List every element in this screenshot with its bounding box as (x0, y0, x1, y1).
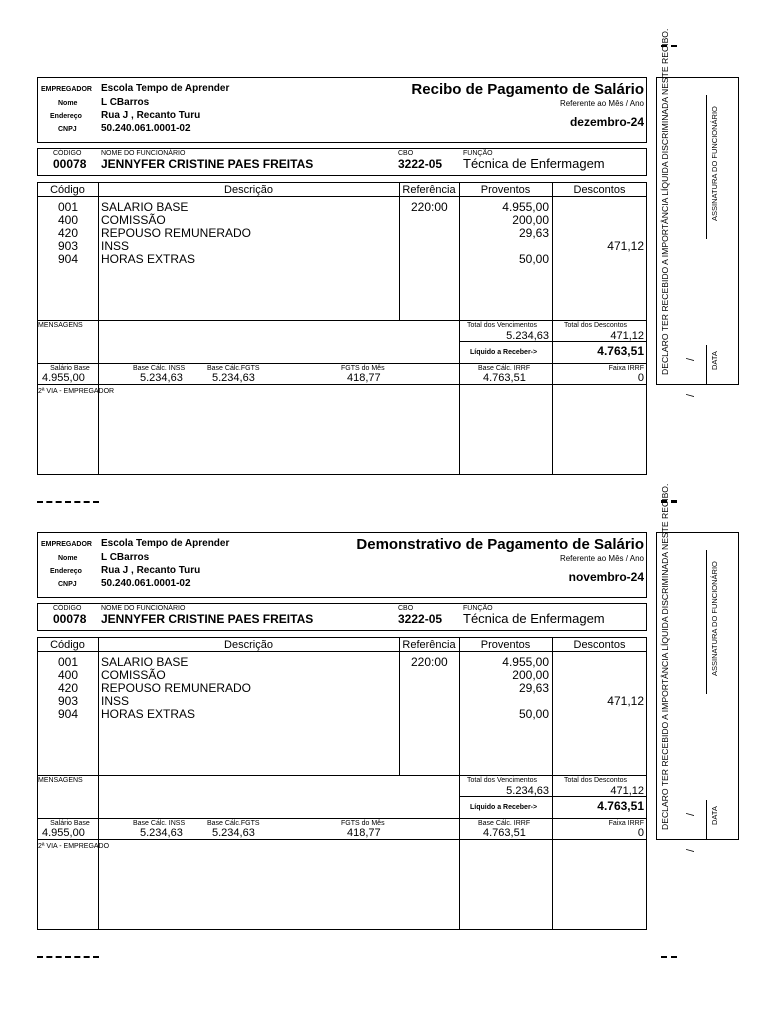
item-code: 001 (58, 200, 79, 214)
employer-name: Escola Tempo de Aprender (101, 83, 230, 94)
col-divider (98, 182, 99, 474)
base-inss-value: 5.234,63 (140, 372, 183, 384)
col-divider (98, 637, 99, 929)
base-fgts-label: Base Cálc.FGTS (207, 820, 260, 827)
item-description: SALARIO BASE (101, 655, 189, 669)
item-earning: 29,63 (518, 681, 549, 695)
total-desc-value: 471,12 (610, 330, 644, 342)
employer-name: Escola Tempo de Aprender (101, 538, 230, 549)
cbo-label: CBO (398, 150, 414, 157)
employer-address: Rua J , Recanto Turu (101, 565, 201, 576)
col-divider (459, 637, 460, 929)
nome-func-label: NOME DO FUNCIONÁRIO (101, 605, 186, 612)
faixa-irrf-label: Faixa IRRF (608, 365, 644, 372)
employee-code: 00078 (53, 612, 87, 626)
signature-line (706, 550, 707, 694)
item-description: COMISSÃO (101, 213, 166, 227)
date-line (706, 345, 707, 385)
col-header-codigo: Código (50, 639, 85, 651)
funcao-label: FUNÇÃO (463, 605, 493, 612)
employee-name: JENNYFER CRISTINE PAES FREITAS (101, 157, 314, 171)
item-earning: 200,00 (512, 213, 549, 227)
employee-role: Técnica de Enfermagem (463, 611, 605, 626)
date-line (706, 800, 707, 840)
item-earning: 4.955,00 (502, 655, 549, 669)
salario-base-value: 4.955,00 (42, 827, 85, 839)
cnpj-label: CNPJ (58, 581, 77, 588)
item-description: INSS (101, 239, 130, 253)
item-code: 420 (58, 226, 79, 240)
employee-code: 00078 (53, 157, 87, 171)
item-earning: 50,00 (518, 252, 549, 266)
item-code: 001 (58, 655, 79, 669)
signature-line (706, 95, 707, 239)
empregador-label: EMPREGADOR (41, 541, 92, 548)
employer-cnpj: 50.240.061.0001-02 (101, 578, 191, 589)
col-header-proventos: Proventos (480, 184, 531, 196)
item-code: 420 (58, 681, 79, 695)
employer-contact-name: L CBarros (101, 97, 150, 108)
employee-name: JENNYFER CRISTINE PAES FREITAS (101, 612, 314, 626)
col-header-descricao: Descrição (224, 184, 273, 196)
date-slash: / (685, 393, 697, 397)
col-divider (552, 637, 553, 929)
item-code: 903 (58, 694, 79, 708)
total-desc-label: Total dos Descontos (564, 322, 628, 329)
period: novembro-24 (568, 570, 644, 584)
item-description: SALARIO BASE (101, 200, 189, 214)
total-venc-value: 5.234,63 (506, 330, 549, 342)
date-slash: / (685, 357, 697, 361)
item-deduction: 471,12 (607, 694, 644, 708)
item-earning: 200,00 (512, 668, 549, 682)
employee-cbo: 3222-05 (398, 612, 443, 626)
item-description: COMISSÃO (101, 668, 166, 682)
table-header-line (37, 651, 647, 652)
item-description: HORAS EXTRAS (101, 252, 196, 266)
base-inss-label: Base Cálc. INSS (133, 365, 186, 372)
bases-line (37, 818, 647, 819)
salario-base-value: 4.955,00 (42, 372, 85, 384)
fgts-mes-label: FGTS do Mês (341, 820, 385, 827)
declaration-text: DECLARO TER RECEBIDO A IMPORTÂNCIA LÍQUIDA DISCRIMINADA NESTE RECIBO. (660, 28, 670, 375)
salario-base-label: Salário Base (50, 820, 90, 827)
item-reference: 220:00 (411, 200, 448, 214)
col-header-proventos: Proventos (480, 639, 531, 651)
fgts-mes-label: FGTS do Mês (341, 365, 385, 372)
col-header-referencia: Referência (402, 184, 456, 196)
assinatura-label: ASSINATURA DO FUNCIONÁRIO (710, 106, 719, 221)
total-desc-label: Total dos Descontos (564, 777, 628, 784)
col-divider (399, 637, 400, 775)
messages-line (37, 775, 647, 776)
bases-line (37, 363, 647, 364)
cut-mark (37, 956, 99, 958)
date-slash: / (685, 848, 697, 852)
endereco-label: Endereço (50, 113, 82, 120)
nome-label: Nome (58, 555, 78, 562)
total-venc-label: Total dos Vencimentos (467, 322, 538, 329)
employer-contact-name: L CBarros (101, 552, 150, 563)
item-code: 904 (58, 252, 79, 266)
salario-base-label: Salário Base (50, 365, 90, 372)
col-header-descontos: Descontos (573, 639, 626, 651)
liquido-label: Líquido a Receber-> (470, 804, 538, 811)
cnpj-label: CNPJ (58, 126, 77, 133)
base-inss-label: Base Cálc. INSS (133, 820, 186, 827)
via-label: 2ª VIA - EMPREGADO (38, 843, 110, 850)
col-header-referencia: Referência (402, 639, 456, 651)
cut-mark (661, 956, 677, 958)
messages-line (37, 320, 647, 321)
codigo-small-label: CÓDIGO (53, 605, 82, 612)
cbo-label: CBO (398, 605, 414, 612)
item-description: INSS (101, 694, 130, 708)
fgts-mes-value: 418,77 (347, 827, 381, 839)
base-irrf-value: 4.763,51 (483, 827, 526, 839)
employer-address: Rua J , Recanto Turu (101, 110, 201, 121)
data-label: DATA (710, 351, 719, 370)
base-irrf-label: Base Cálc. IRRF (478, 820, 531, 827)
via-label: 2ª VIA - EMPREGADOR (38, 388, 115, 395)
base-inss-value: 5.234,63 (140, 827, 183, 839)
item-code: 400 (58, 213, 79, 227)
funcao-label: FUNÇÃO (463, 150, 493, 157)
item-code: 904 (58, 707, 79, 721)
col-divider (399, 182, 400, 320)
total-venc-value: 5.234,63 (506, 785, 549, 797)
faixa-irrf-value: 0 (637, 827, 644, 839)
data-label: DATA (710, 806, 719, 825)
employer-cnpj: 50.240.061.0001-02 (101, 123, 191, 134)
assinatura-label: ASSINATURA DO FUNCIONÁRIO (710, 561, 719, 676)
referente-label: Referente ao Mês / Ano (559, 99, 644, 108)
total-venc-label: Total dos Vencimentos (467, 777, 538, 784)
empregador-label: EMPREGADOR (41, 86, 92, 93)
col-header-descontos: Descontos (573, 184, 626, 196)
slip-title: Demonstrativo de Pagamento de Salário (356, 536, 644, 553)
liquido-value: 4.763,51 (597, 799, 644, 813)
employee-cbo: 3222-05 (398, 157, 443, 171)
nome-label: Nome (58, 100, 78, 107)
col-divider (552, 182, 553, 474)
item-description: REPOUSO REMUNERADO (101, 681, 252, 695)
payslip (0, 483, 768, 1010)
fgts-mes-value: 418,77 (347, 372, 381, 384)
faixa-irrf-label: Faixa IRRF (608, 820, 644, 827)
referente-label: Referente ao Mês / Ano (559, 554, 644, 563)
item-deduction: 471,12 (607, 239, 644, 253)
col-header-descricao: Descrição (224, 639, 273, 651)
col-header-codigo: Código (50, 184, 85, 196)
mensagens-label: MENSAGENS (38, 322, 83, 329)
date-slash: / (685, 812, 697, 816)
item-earning: 29,63 (518, 226, 549, 240)
slip-title: Recibo de Pagamento de Salário (411, 81, 644, 98)
item-code: 400 (58, 668, 79, 682)
item-description: REPOUSO REMUNERADO (101, 226, 252, 240)
item-reference: 220:00 (411, 655, 448, 669)
item-earning: 50,00 (518, 707, 549, 721)
base-fgts-label: Base Cálc.FGTS (207, 365, 260, 372)
employee-role: Técnica de Enfermagem (463, 156, 605, 171)
nome-func-label: NOME DO FUNCIONÁRIO (101, 150, 186, 157)
liquido-label: Líquido a Receber-> (470, 349, 538, 356)
payslip (0, 28, 768, 555)
table-header-line (37, 196, 647, 197)
liquido-value: 4.763,51 (597, 344, 644, 358)
base-fgts-value: 5.234,63 (212, 372, 255, 384)
item-description: HORAS EXTRAS (101, 707, 196, 721)
item-code: 903 (58, 239, 79, 253)
mensagens-label: MENSAGENS (38, 777, 83, 784)
endereco-label: Endereço (50, 568, 82, 575)
col-divider (459, 182, 460, 474)
base-fgts-value: 5.234,63 (212, 827, 255, 839)
total-desc-value: 471,12 (610, 785, 644, 797)
period: dezembro-24 (569, 115, 644, 129)
codigo-small-label: CÓDIGO (53, 150, 82, 157)
faixa-irrf-value: 0 (637, 372, 644, 384)
base-irrf-label: Base Cálc. IRRF (478, 365, 531, 372)
item-earning: 4.955,00 (502, 200, 549, 214)
base-irrf-value: 4.763,51 (483, 372, 526, 384)
declaration-text: DECLARO TER RECEBIDO A IMPORTÂNCIA LÍQUIDA DISCRIMINADA NESTE RECIBO. (660, 483, 670, 830)
